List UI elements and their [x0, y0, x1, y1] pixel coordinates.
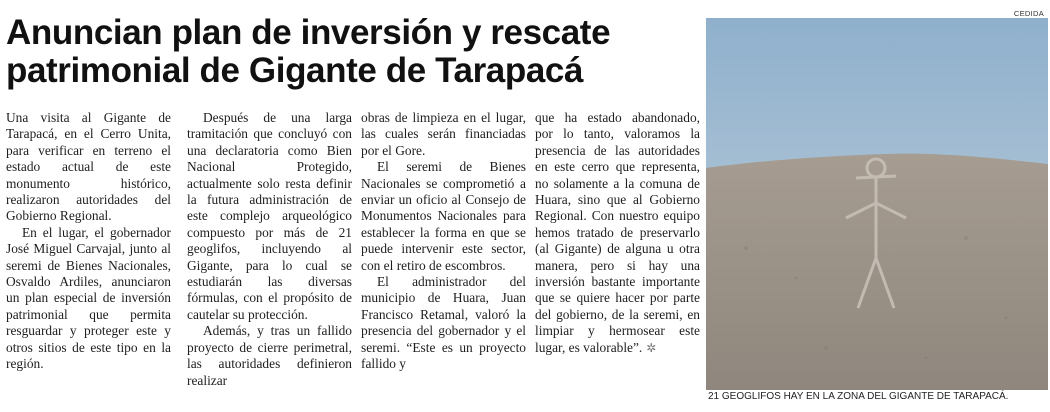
article-paragraph: El administrador del municipio de Huara, Juan Francisco Retamal, valoró la presencia del gobernador y el seremi. “Este es un proyecto fallido y: [361, 274, 526, 372]
text-column-2: [187, 110, 352, 389]
article-paragraph: que ha estado abandonado, por lo tanto, valoramos la presencia de las autoridades en este cerro que representa, no solamente a la comuna de Huara, sino que al Gobierno Regional. Con nuestro equipo hemos tratado de preservarlo (al Gigante) de alguna u otra manera, pero si hay una inversión bastante importante que se quiere hacer por parte del gobierno, de la seremi, en limpiar y hermosear este lugar, es valorable”. ✲: [535, 110, 700, 355]
article-paragraph: Después de una larga tramitación que concluyó con una declaratoria como Bien Nacional Protegido, actualmente solo resta definir la futura administración de este complejo arqueológico compuesto por más de 21 geoglifos, incluyendo al Gigante, para lo cual se estudiarán las diversas fórmulas, con el propósito de cautelar su protección.: [187, 110, 352, 322]
text-column-1: [6, 110, 171, 373]
hill-landscape-image: [706, 18, 1048, 390]
end-of-article-icon: ✲: [646, 340, 657, 355]
article-paragraph: Además, y tras un fallido proyecto de cierre perimetral, las autoridades definieron realizar: [187, 323, 352, 388]
article-paragraph: En el lugar, el gobernador José Miguel Carvajal, junto al seremi de Bienes Nacionales, Osvaldo Ardiles, anunciaron un plan especial de inversión patrimonial que permita resguardar y proteger este y otros sitios de este tipo en la región.: [6, 224, 171, 372]
headline-line-1: Anuncian plan de inversión y rescate: [6, 13, 611, 52]
text-column-3: [361, 110, 526, 373]
photo-credit: CEDIDA: [1013, 9, 1044, 18]
photo-caption: 21 GEOGLIFOS HAY EN LA ZONA DEL GIGANTE DE TARAPACÁ.: [708, 391, 1009, 402]
headline-line-2: patrimonial de Gigante de Tarapacá: [6, 51, 584, 90]
article-paragraph: obras de limpieza en el lugar, las cuales serán financiadas por el Gore.: [361, 110, 526, 158]
geoglyph-photo: [706, 18, 1048, 390]
article-paragraph: El seremi de Bienes Nacionales se comprometió a enviar un oficio al Consejo de Monumentos Nacionales para establecer la forma en que se puede intervenir este sector, con el retiro de escombros.: [361, 159, 526, 273]
text-column-4: [535, 110, 700, 356]
article-headline: [6, 14, 706, 90]
article-paragraph: Una visita al Gigante de Tarapacá, en el Cerro Unita, para verificar en terreno el estado actual de este monumento histórico, realizaron autoridades del Gobierno Regional.: [6, 110, 171, 224]
photo-block: [706, 8, 1048, 406]
